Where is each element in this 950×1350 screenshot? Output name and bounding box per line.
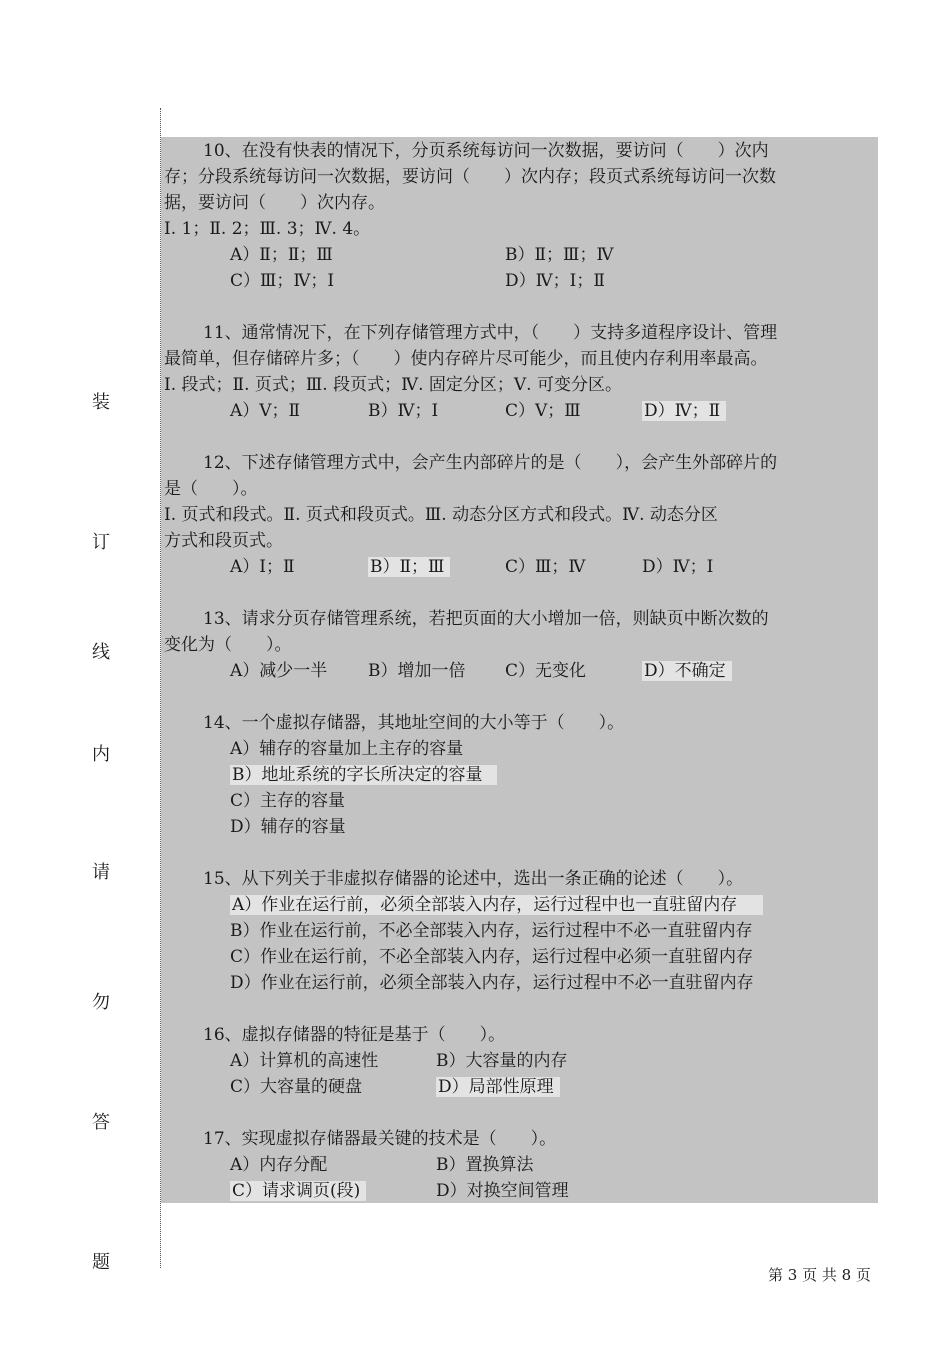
question-16-text: 16、虚拟存储器的特征是基于（ ）。 — [203, 1025, 506, 1045]
question-10-option-d: D）Ⅳ；Ⅰ；Ⅱ — [505, 271, 605, 291]
question-12-items: Ⅰ. 页式和段式。Ⅱ. 页式和段页式。Ⅲ. 动态分区方式和段式。Ⅳ. 动态分区 — [164, 505, 718, 525]
question-17-option-d: D）对换空间管理 — [436, 1181, 569, 1201]
question-10-text: 据，要访问（ ）次内存。 — [164, 193, 385, 213]
question-15-option-d: D）作业在运行前，必须全部装入内存，运行过程中不必一直驻留内存 — [230, 973, 754, 993]
question-13-option-d-highlighted: D）不确定 — [642, 661, 732, 681]
question-15-option-b: B）作业在运行前，不必全部装入内存，运行过程中不必一直驻留内存 — [230, 921, 753, 941]
question-17-option-a: A）内存分配 — [230, 1155, 328, 1175]
question-13-option-a: A）减少一半 — [230, 661, 328, 681]
question-12-option-c: C）Ⅲ；Ⅳ — [505, 557, 586, 577]
question-13-option-c: C）无变化 — [505, 661, 587, 681]
question-14-option-a: A）辅存的容量加上主存的容量 — [230, 739, 464, 759]
question-10-option-c: C）Ⅲ；Ⅳ；Ⅰ — [230, 271, 335, 291]
question-12-option-d: D）Ⅳ；Ⅰ — [642, 557, 714, 577]
question-11-option-b: B）Ⅳ；Ⅰ — [368, 401, 439, 421]
question-12-option-a: A）Ⅰ；Ⅱ — [230, 557, 295, 577]
question-15-option-c: C）作业在运行前，不必全部装入内存，运行过程中必须一直驻留内存 — [230, 947, 754, 967]
question-11-option-d-highlighted: D）Ⅳ；Ⅱ — [642, 401, 726, 421]
question-17-option-b: B）置换算法 — [436, 1155, 534, 1175]
question-14-option-b-highlighted: B）地址系统的字长所决定的容量 — [230, 765, 497, 785]
binding-char: 请 — [92, 862, 110, 883]
question-16-option-c: C）大容量的硬盘 — [230, 1077, 363, 1097]
question-16-option-a: A）计算机的高速性 — [230, 1051, 379, 1071]
question-10-text: 存；分段系统每访问一次数据，要访问（ ）次内存；段页式系统每访问一次数 — [164, 167, 776, 187]
question-13-text: 变化为（ ）。 — [164, 635, 292, 655]
question-17-text: 17、实现虚拟存储器最关键的技术是（ ）。 — [203, 1129, 557, 1149]
question-15-text: 15、从下列关于非虚拟存储器的论述中，选出一条正确的论述（ ）。 — [203, 869, 744, 889]
binding-char: 内 — [92, 744, 110, 765]
question-10-text: 10、在没有快表的情况下，分页系统每访问一次数据，要访问（ ）次内 — [203, 141, 769, 161]
question-14-option-d: D）辅存的容量 — [230, 817, 346, 837]
question-11-text: 最简单，但存储碎片多；（ ）使内存碎片尽可能少，而且使内存利用率最高。 — [164, 349, 768, 369]
binding-char: 订 — [92, 532, 110, 553]
question-14-text: 14、一个虚拟存储器，其地址空间的大小等于（ ）。 — [203, 713, 625, 733]
question-10-option-a: A）Ⅱ；Ⅱ；Ⅲ — [230, 245, 333, 265]
question-12-text: 是（ ）。 — [164, 479, 258, 499]
binding-char: 装 — [92, 392, 110, 413]
question-11-text: 11、通常情况下，在下列存储管理方式中，（ ）支持多道程序设计、管理 — [203, 323, 778, 343]
question-11-option-a: A）Ⅴ；Ⅱ — [230, 401, 301, 421]
question-16-option-b: B）大容量的内存 — [436, 1051, 568, 1071]
question-12-text: 12、下述存储管理方式中，会产生内部碎片的是（ ），会产生外部碎片的 — [203, 453, 778, 473]
binding-char: 答 — [92, 1112, 110, 1133]
binding-char: 题 — [92, 1252, 110, 1273]
page-number: 第 3 页 共 8 页 — [768, 1266, 871, 1284]
question-17-option-c-highlighted: C）请求调页(段) — [230, 1181, 366, 1201]
question-10-option-b: B）Ⅱ；Ⅲ；Ⅳ — [505, 245, 614, 265]
question-13-text: 13、请求分页存储管理系统，若把页面的大小增加一倍，则缺页中断次数的 — [203, 609, 769, 629]
question-12-option-b-highlighted: B）Ⅱ；Ⅲ — [368, 557, 450, 577]
question-10-items: Ⅰ. 1；Ⅱ. 2；Ⅲ. 3；Ⅳ. 4。 — [164, 219, 371, 239]
question-13-option-b: B）增加一倍 — [368, 661, 466, 681]
binding-char: 勿 — [92, 992, 110, 1013]
question-15-option-a-highlighted: A）作业在运行前，必须全部装入内存，运行过程中也一直驻留内存 — [230, 895, 763, 915]
question-14-option-c: C）主存的容量 — [230, 791, 346, 811]
binding-char: 线 — [92, 642, 110, 663]
question-12-items: 方式和段页式。 — [164, 531, 283, 551]
question-16-option-d-highlighted: D）局部性原理 — [436, 1077, 560, 1097]
question-11-option-c: C）Ⅴ；Ⅲ — [505, 401, 581, 421]
question-11-items: Ⅰ. 段式；Ⅱ. 页式；Ⅲ. 段页式；Ⅳ. 固定分区；Ⅴ. 可变分区。 — [164, 375, 622, 395]
